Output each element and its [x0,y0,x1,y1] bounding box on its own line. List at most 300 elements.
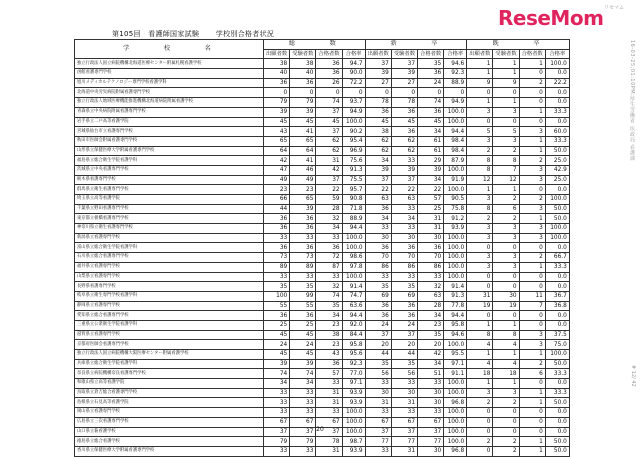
value-cell: 36 [365,107,391,117]
value-cell: 100.0 [342,408,365,418]
value-cell: 88.9 [444,78,467,88]
value-cell: 30 [418,446,444,456]
value-cell: 67 [316,417,342,427]
value-cell: 1 [467,379,493,389]
value-cell: 6 [493,204,519,214]
value-cell: 0 [467,427,493,437]
value-cell: 100.0 [545,224,569,234]
value-cell: 91.3 [444,291,467,301]
value-cell: 45 [264,117,290,127]
value-cell: 35 [391,359,417,369]
table-row [75,107,570,117]
school-name-cell: 独立行政法人国立病院機構北海道医療センター附属札幌看護学校 [75,59,264,69]
column-header: 受験者数 [391,49,417,59]
value-cell: 32 [316,282,342,292]
value-cell: 87 [316,262,342,272]
column-header: 受験者数 [290,49,316,59]
value-cell: 0 [519,117,545,127]
value-cell: 8 [467,156,493,166]
school-name-cell: 旭川メディカルテクノロジー専門学校看護学科 [75,78,264,88]
table-row [75,59,570,69]
value-cell: 31 [316,388,342,398]
value-cell: 39 [264,359,290,369]
value-cell: 36 [264,311,290,321]
value-cell: 62 [365,136,391,146]
value-cell: 100.0 [342,417,365,427]
value-cell: 100.0 [444,233,467,243]
value-cell: 37 [290,427,316,437]
table-row [75,369,570,379]
value-cell: 4 [493,359,519,369]
value-cell: 0 [316,88,342,98]
value-cell: 100.0 [342,427,365,437]
value-cell: 0 [264,88,290,98]
value-cell: 79 [290,437,316,447]
table-row [75,136,570,146]
value-cell: 33 [365,379,391,389]
value-cell: 19 [493,301,519,311]
value-cell: 8 [467,204,493,214]
value-cell: 77 [391,437,417,447]
school-name-cell: 滋賀県立看護専門学校 [75,330,264,340]
value-cell: 72.2 [342,78,365,88]
table-row [75,224,570,234]
value-cell: 1 [467,320,493,330]
value-cell: 73 [264,253,290,263]
value-cell: 3 [519,127,545,137]
value-cell: 25 [264,320,290,330]
value-cell: 79 [264,437,290,447]
value-cell: 100.0 [342,233,365,243]
value-cell: 91.2 [444,214,467,224]
school-name-cell: 独立行政法人地域医療機能推進機構北海道病院附属看護学校 [75,98,264,108]
column-header: 出願者数 [264,49,290,59]
value-cell: 50.0 [545,437,569,447]
value-cell: 60.0 [545,127,569,137]
value-cell: 62 [391,146,417,156]
value-cell: 30 [391,388,417,398]
value-cell: 98.7 [342,437,365,447]
value-cell: 74 [290,369,316,379]
value-cell: 0.0 [545,408,569,418]
value-cell: 1 [519,136,545,146]
value-cell: 67 [391,417,417,427]
value-cell: 57 [316,369,342,379]
value-cell: 100.0 [444,253,467,263]
group-header: 既 卒 [467,40,570,50]
value-cell: 0.0 [545,311,569,321]
value-cell: 39 [365,69,391,79]
value-cell: 24 [365,320,391,330]
value-cell: 2 [493,446,519,456]
column-header: 出願者数 [467,49,493,59]
value-cell: 33 [264,408,290,418]
value-cell: 92.3 [342,359,365,369]
value-cell: 35 [290,282,316,292]
value-cell: 98.4 [444,136,467,146]
value-cell: 3 [493,262,519,272]
school-name-cell: 群馬県立衛生看護専門学校 [75,185,264,195]
value-cell: 37.5 [545,330,569,340]
value-cell: 79 [264,98,290,108]
school-name-cell: 長野県看護専門学校 [75,282,264,292]
value-cell: 27 [391,78,417,88]
value-cell: 18 [493,369,519,379]
school-name-cell: 岡山県立看護専門学校 [75,408,264,418]
value-cell: 67 [418,417,444,427]
value-cell: 34 [418,359,444,369]
value-cell: 33.3 [545,107,569,117]
value-cell: 12 [467,175,493,185]
value-cell: 32 [418,282,444,292]
value-cell: 0 [493,417,519,427]
table-row [75,117,570,127]
value-cell: 22 [418,185,444,195]
value-cell: 33 [391,156,417,166]
value-cell: 20 [418,340,444,350]
school-name-cell: 函館看護専門学校 [75,69,264,79]
value-cell: 63.6 [342,301,365,311]
value-cell: 39 [290,204,316,214]
value-cell: 34 [418,127,444,137]
value-cell: 95.5 [444,350,467,360]
value-cell: 1 [519,107,545,117]
value-cell: 37 [365,59,391,69]
value-cell: 0 [418,88,444,98]
school-name-cell: 新潟県立看護専門学校 [75,233,264,243]
value-cell: 3 [467,253,493,263]
school-name-cell: 兵庫県立総合衛生学院看護学科 [75,359,264,369]
value-cell: 33 [316,379,342,389]
column-header: 合格率 [342,49,365,59]
value-cell: 50.0 [545,446,569,456]
value-cell: 33 [290,233,316,243]
school-name-cell: 神奈川県立衛生看護専門学校 [75,224,264,234]
column-header: 合格率 [444,49,467,59]
value-cell: 75.8 [444,204,467,214]
school-name-cell: 京都府医師会看護専門学校 [75,340,264,350]
school-name-cell: 奈良県立病院機構奈良看護専門学校 [75,369,264,379]
value-cell: 100 [264,291,290,301]
value-cell: 33 [365,446,391,456]
value-cell: 63 [391,195,417,205]
value-cell: 28 [316,204,342,214]
value-cell: 30 [365,233,391,243]
table-row [75,243,570,253]
table-row [75,195,570,205]
school-name-cell: 愛知県立総合看護専門学校 [75,311,264,321]
school-name-cell: 福島県立総合衛生学院看護学科 [75,156,264,166]
value-cell: 7 [519,301,545,311]
school-name-cell: 鳥取県立倉吉総合看護専門学校 [75,388,264,398]
value-cell: 36 [316,243,342,253]
school-name-cell: 独立行政法人国立病院機構大阪医療センター附属看護学校 [75,350,264,360]
group-header: 総 数 [264,40,366,50]
value-cell: 75.0 [545,340,569,350]
value-cell: 33 [264,233,290,243]
value-cell: 36 [391,301,417,311]
value-cell: 9 [493,78,519,88]
value-cell: 23 [290,185,316,195]
school-name-cell: 青森県立中央病院附属看護専門学校 [75,107,264,117]
value-cell: 93.9 [444,224,467,234]
table-row [75,185,570,195]
value-cell: 77 [365,437,391,447]
value-cell: 100.0 [444,165,467,175]
value-cell: 42 [418,350,444,360]
value-cell: 23 [316,320,342,330]
value-cell: 33.3 [545,136,569,146]
value-cell: 1 [519,146,545,156]
value-cell: 39 [391,69,417,79]
value-cell: 36 [290,214,316,224]
value-cell: 33 [391,408,417,418]
value-cell: 35 [418,59,444,69]
value-cell: 31 [467,291,493,301]
value-cell: 41 [290,127,316,137]
value-cell: 30 [493,291,519,301]
value-cell: 39 [264,107,290,117]
value-cell: 66 [264,195,290,205]
school-name-cell: 徳島県立総合看護学校 [75,437,264,447]
school-name-cell: 千葉県立野田看護専門学校 [75,204,264,214]
value-cell: 37 [365,175,391,185]
value-cell: 0 [519,408,545,418]
value-cell: 0 [391,88,417,98]
value-cell: 70 [418,253,444,263]
value-cell: 36 [365,204,391,214]
value-cell: 61 [418,136,444,146]
value-cell: 91.3 [342,165,365,175]
value-cell: 44 [264,204,290,214]
group-header: 新 卒 [365,40,467,50]
column-header: 合格者数 [519,49,545,59]
value-cell: 3 [493,253,519,263]
page-number: 20 [316,426,324,433]
value-cell: 100.0 [444,379,467,389]
value-cell: 36.8 [545,301,569,311]
value-cell: 79 [290,98,316,108]
value-cell: 2 [493,398,519,408]
value-cell: 62 [316,136,342,146]
value-cell: 0.0 [545,379,569,389]
value-cell: 77.0 [342,369,365,379]
value-cell: 36 [316,59,342,69]
value-cell: 33 [290,398,316,408]
value-cell: 94.7 [342,59,365,69]
value-cell: 100.0 [444,427,467,437]
value-cell: 3 [493,388,519,398]
value-cell: 2 [519,359,545,369]
value-cell: 0 [519,282,545,292]
value-cell: 29 [418,156,444,166]
table-row [75,204,570,214]
value-cell: 94.4 [342,311,365,321]
value-cell: 70 [391,253,417,263]
value-cell: 3 [467,136,493,146]
value-cell: 90.8 [342,195,365,205]
value-cell: 4 [467,359,493,369]
value-cell: 74 [316,291,342,301]
value-cell: 22 [316,185,342,195]
value-cell: 33 [365,272,391,282]
value-cell: 100.0 [545,350,569,360]
value-cell: 92.3 [444,69,467,79]
table-row [75,398,570,408]
value-cell: 50.0 [545,204,569,214]
value-cell: 1 [519,437,545,447]
value-cell: 33 [290,388,316,398]
school-name-cell: 三重県立公衆衛生学院看護学科 [75,320,264,330]
value-cell: 100.0 [545,59,569,69]
value-cell: 0 [519,69,545,79]
value-cell: 88.9 [342,214,365,224]
value-cell: 1 [467,350,493,360]
value-cell: 2 [467,398,493,408]
value-cell: 0 [467,311,493,321]
value-cell: 57 [418,195,444,205]
school-name-cell: 茨城県立中央看護専門学校 [75,165,264,175]
value-cell: 95.8 [342,340,365,350]
value-cell: 2 [493,214,519,224]
value-cell: 36 [365,301,391,311]
table-row [75,359,570,369]
value-cell: 66.7 [545,253,569,263]
value-cell: 33 [290,272,316,282]
value-cell: 0 [467,408,493,418]
value-cell: 89 [264,262,290,272]
value-cell: 33 [391,224,417,234]
value-cell: 31 [365,398,391,408]
value-cell: 0.0 [545,98,569,108]
logo-tagline: リセマム [604,5,624,11]
value-cell: 1 [493,98,519,108]
value-cell: 42 [316,165,342,175]
value-cell: 1 [467,69,493,79]
value-cell: 3 [467,233,493,243]
value-cell: 64 [290,146,316,156]
value-cell: 100.0 [444,340,467,350]
value-cell: 0 [519,427,545,437]
value-cell: 33 [365,224,391,234]
table-row [75,379,570,389]
table-row [75,165,570,175]
table-row [75,175,570,185]
value-cell: 45 [290,330,316,340]
value-cell: 95.8 [444,320,467,330]
value-cell: 36 [365,311,391,321]
value-cell: 65 [290,136,316,146]
value-cell: 9 [467,78,493,88]
value-cell: 0.0 [545,272,569,282]
value-cell: 35 [365,282,391,292]
value-cell: 90.5 [444,195,467,205]
value-cell: 87.9 [444,156,467,166]
value-cell: 8 [493,156,519,166]
value-cell: 92.0 [342,320,365,330]
value-cell: 62 [316,146,342,156]
value-cell: 98.6 [342,253,365,263]
value-cell: 90.2 [342,127,365,137]
value-cell: 4 [467,340,493,350]
value-cell: 26 [316,78,342,88]
value-cell: 74 [264,369,290,379]
value-cell: 3 [467,388,493,398]
value-cell: 94.9 [444,98,467,108]
value-cell: 37 [418,427,444,437]
value-cell: 100.0 [444,408,467,418]
value-cell: 1 [493,69,519,79]
value-cell: 93.9 [342,388,365,398]
table-row [75,350,570,360]
value-cell: 38 [290,59,316,69]
value-cell: 62 [365,146,391,156]
value-cell: 28 [418,301,444,311]
table-row [75,146,570,156]
table-row [75,330,570,340]
value-cell: 94.9 [342,107,365,117]
table-row [75,253,570,263]
value-cell: 74 [316,98,342,108]
value-cell: 3 [493,224,519,234]
value-cell: 33 [264,388,290,398]
school-results-table [74,39,570,457]
value-cell: 1 [519,214,545,224]
value-cell: 93.7 [342,98,365,108]
value-cell: 63 [418,291,444,301]
value-cell: 62 [391,136,417,146]
value-cell: 90.0 [342,69,365,79]
value-cell: 3 [493,107,519,117]
value-cell: 34 [418,311,444,321]
value-cell: 5 [493,127,519,137]
value-cell: 0 [519,320,545,330]
value-cell: 33 [264,398,290,408]
value-cell: 20 [365,340,391,350]
value-cell: 0 [290,88,316,98]
value-cell: 24 [391,320,417,330]
value-cell: 55 [290,301,316,311]
value-cell: 65 [290,195,316,205]
value-cell: 84.4 [342,330,365,340]
school-name-cell: 岐阜県立衛生専門学校看護学科 [75,291,264,301]
value-cell: 39 [391,165,417,175]
value-cell: 97.1 [444,359,467,369]
value-cell: 0.0 [545,243,569,253]
value-cell: 37 [365,427,391,437]
value-cell: 0 [467,282,493,292]
value-cell: 36 [418,243,444,253]
value-cell: 100.0 [444,272,467,282]
value-cell: 0 [493,408,519,418]
value-cell: 94.4 [444,127,467,137]
value-cell: 11 [519,291,545,301]
value-cell: 2 [467,146,493,156]
value-cell: 37 [391,427,417,437]
value-cell: 36 [418,107,444,117]
value-cell: 69 [391,291,417,301]
value-cell: 37 [316,427,342,437]
value-cell: 8 [467,330,493,340]
table-row [75,69,570,79]
value-cell: 37 [365,330,391,340]
value-cell: 22 [365,185,391,195]
value-cell: 97.8 [342,262,365,272]
value-cell: 0 [493,117,519,127]
value-cell: 35 [316,301,342,311]
value-cell: 3 [519,204,545,214]
value-cell: 31 [418,224,444,234]
